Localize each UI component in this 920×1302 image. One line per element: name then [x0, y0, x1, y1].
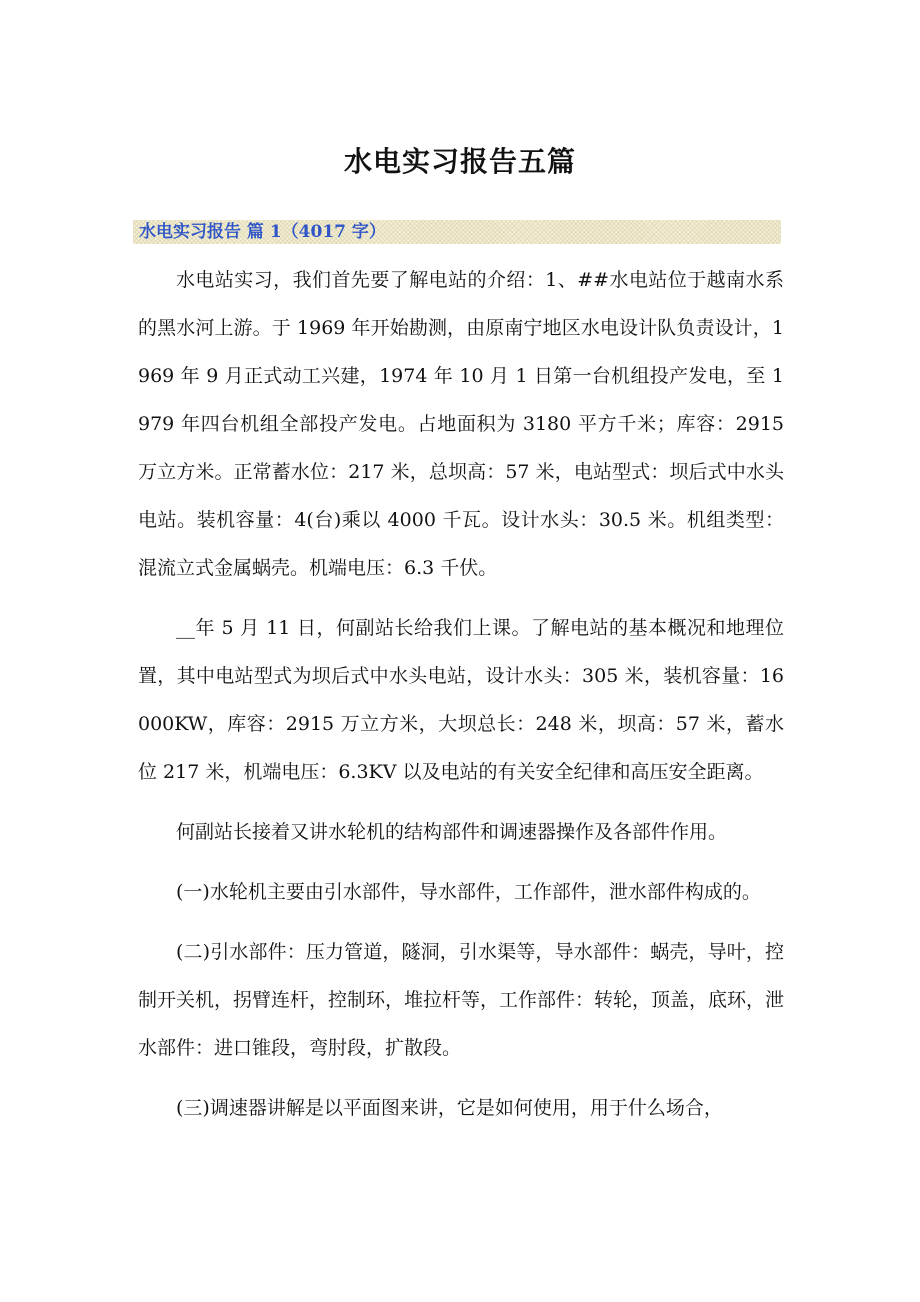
paragraph-turbine-lecture: 何副站长接着又讲水轮机的结构部件和调速器操作及各部件作用。: [176, 821, 728, 843]
paragraph-parts-detail: (二)引水部件：压力管道，隧洞，引水渠等，导水部件：蜗壳，导叶，控制开关机，拐臂连杆，控制环，堆拉杆等，工作部件：转轮，顶盖，底环，泄水部件：进口锥段，弯肘段，扩散段。: [138, 941, 785, 1059]
paragraph-station-intro: 水电站实习，我们首先要了解电站的介绍：1、##水电站位于越南水系的黑水河上游。于 1969 年开始勘测，由原南宁地区水电设计队负责设计，1969 年 9 月正式动工兴建，1974 年 10 月 1 日第一台机组投产发电，至 1979 年四台机组全部投产发电。占地面积为 3180 平方千米；库容：2915 万立方米。正常蓄水位：217 米，总坝高：57 米，电站型式：坝后式中水头电站。装机容量：4(台)乘以 4000 千瓦。设计水头：30.5 米。机组类型：混流立式金属蜗壳。机端电压：6.3 千伏。: [138, 269, 784, 579]
paragraph-governor: (三)调速器讲解是以平面图来讲，它是如何使用，用于什么场合，: [176, 1097, 723, 1119]
document-body: [138, 256, 784, 1144]
document-title: 水电实习报告五篇: [343, 145, 576, 178]
paragraph-lecture: __年 5 月 11 日，何副站长给我们上课。了解电站的基本概况和地理位置，其中电站型式为坝后式中水头电站，设计水头：305 米，装机容量：16000KW，库容：2915 万立方米，大坝总长：248 米，坝高：57 米，蓄水位 217 米，机端电压：6.3KV 以及电站的有关安全纪律和高压安全距离。: [138, 617, 784, 783]
paragraph-turbine-parts: (一)水轮机主要由引水部件，导水部件，工作部件，泄水部件构成的。: [176, 881, 761, 903]
section-heading: 水电实习报告 篇 1（4017 字）: [133, 220, 781, 244]
